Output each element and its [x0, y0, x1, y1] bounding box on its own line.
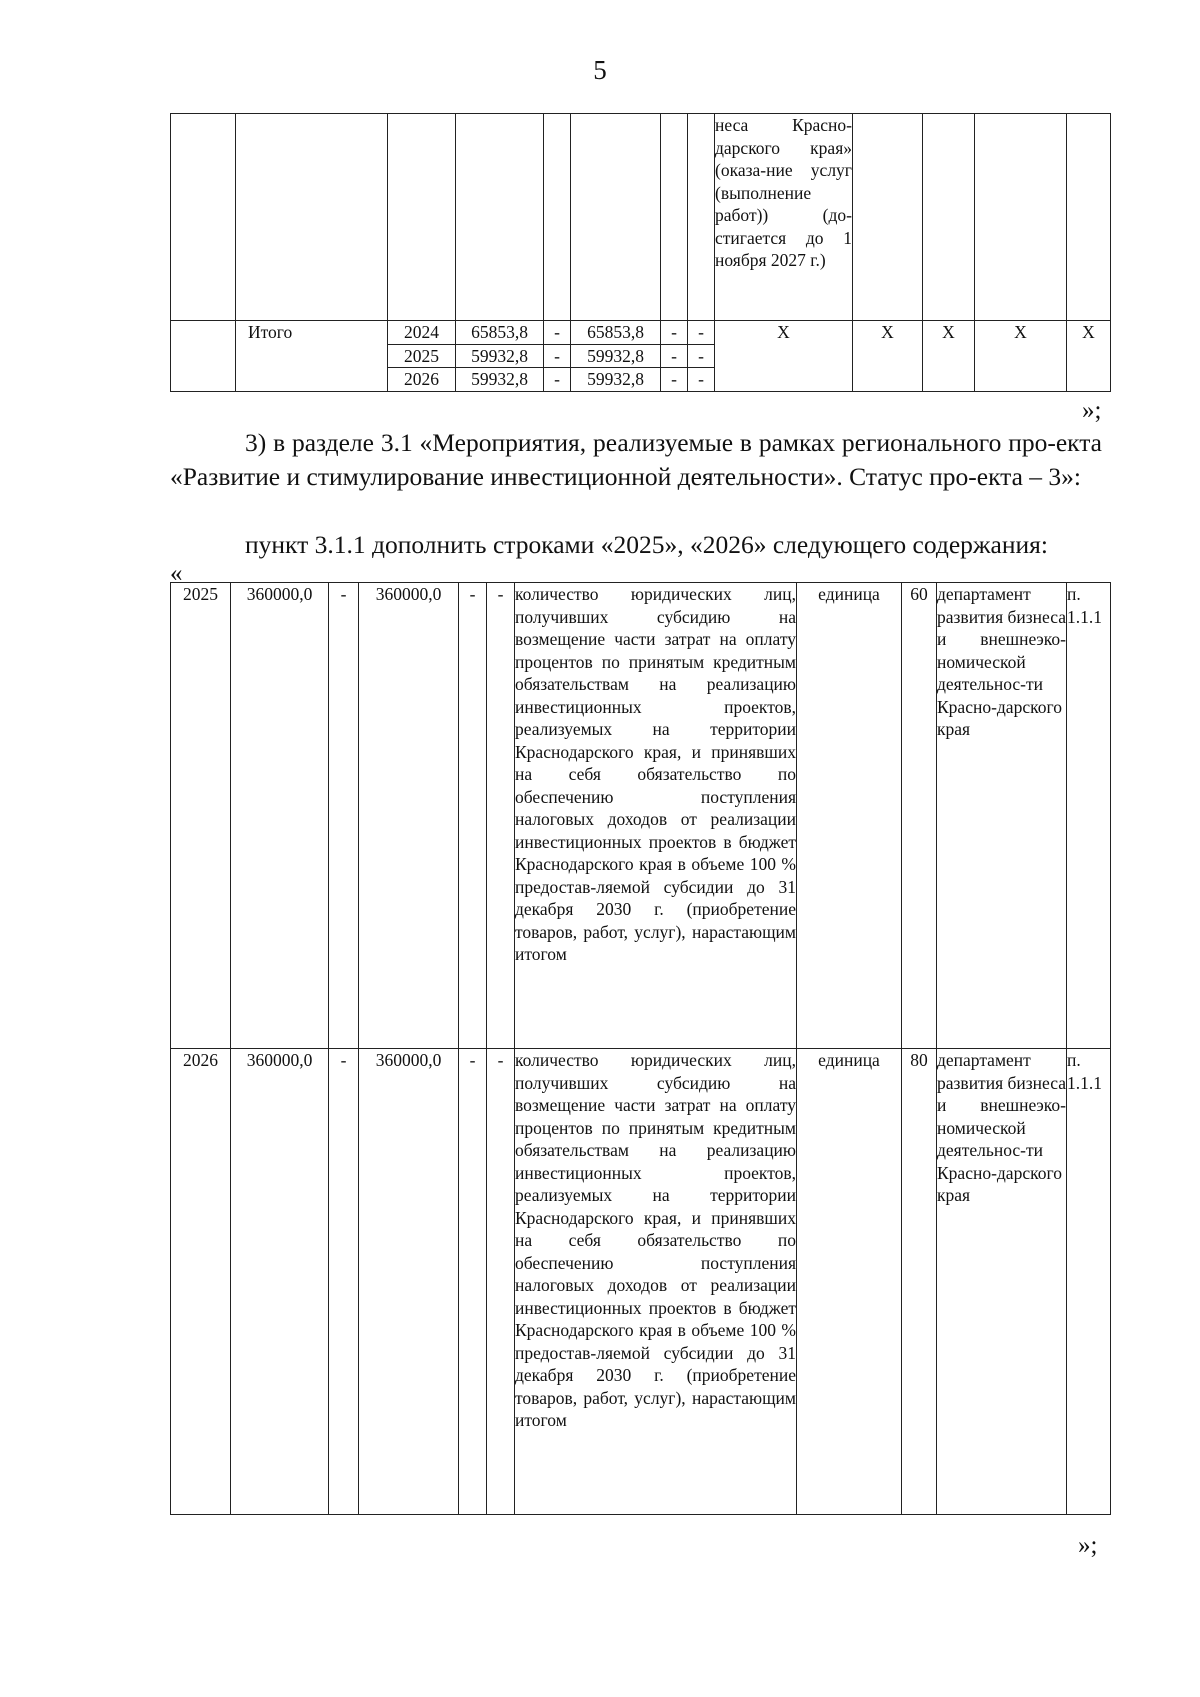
dash-cell: -	[688, 344, 715, 368]
year-cell: 2026	[388, 368, 456, 392]
executor-cell: департамент развития бизнеса и внешнеэко-номической деятельнос-ти Красно-дарского края	[937, 583, 1067, 1049]
amount-cell: 360000,0	[359, 1049, 459, 1515]
unit-cell: единица	[797, 1049, 902, 1515]
dash-cell: -	[487, 1049, 515, 1515]
table-row	[171, 583, 1111, 1049]
value-cell: 60	[902, 583, 937, 1049]
dash-cell: -	[459, 1049, 487, 1515]
opening-quote: «	[170, 560, 183, 587]
x-mark: Х	[975, 321, 1067, 392]
table-row	[171, 321, 1111, 345]
year-cell: 2026	[171, 1049, 231, 1515]
table-row	[171, 1049, 1111, 1515]
amount-cell: 65853,8	[571, 321, 661, 345]
amount-cell: 360000,0	[231, 583, 329, 1049]
indicator-text: количество юридических лиц, получивших субсидию на возмещение части затрат на оплату процентов по принятым кредитным обязательствам на реализацию инвестиционных проектов, реализуемых на территории Краснодарского края, и принявших на себя обязательство по обеспечению поступления налоговых доходов от реализации инвестиционных проектов в бюджет Краснодарского края в объеме 100 % предостав-ляемой субсидии до 31 декабря 2030 г. (приобретение товаров, работ, услуг), нарастающим итогом	[515, 583, 797, 1049]
dash-cell: -	[329, 1049, 359, 1515]
dash-cell: -	[661, 344, 688, 368]
amount-cell: 59932,8	[456, 368, 544, 392]
year-cell: 2024	[388, 321, 456, 345]
indicator-text: количество юридических лиц, получивших субсидию на возмещение части затрат на оплату процентов по принятым кредитным обязательствам на реализацию инвестиционных проектов, реализуемых на территории Краснодарского края, и принявших на себя обязательство по обеспечению поступления налоговых доходов от реализации инвестиционных проектов в бюджет Краснодарского края в объеме 100 % предостав-ляемой субсидии до 31 декабря 2030 г. (приобретение товаров, работ, услуг), нарастающим итогом	[515, 1049, 797, 1515]
page-number: 5	[593, 55, 607, 85]
paragraph-point-3-1-1: пункт 3.1.1 дополнить строками «2025», «2026» следующего содержания:	[245, 530, 1048, 559]
value-cell: 80	[902, 1049, 937, 1515]
amount-cell: 360000,0	[231, 1049, 329, 1515]
dash-cell: -	[487, 583, 515, 1049]
amount-cell: 59932,8	[456, 344, 544, 368]
ref-cell: п. 1.1.1	[1067, 583, 1111, 1049]
year-cell: 2025	[171, 583, 231, 1049]
executor-cell: департамент развития бизнеса и внешнеэко-номической деятельнос-ти Красно-дарского края	[937, 1049, 1067, 1515]
dash-cell: -	[544, 368, 571, 392]
paragraph-section-3-1: 3) в разделе 3.1 «Мероприятия, реализуемые в рамках регионального про-екта «Развитие и стимулирование инвестиционной деятельности». Статус про-екта – 3»:	[170, 428, 1102, 491]
top-table	[170, 113, 1111, 392]
dash-cell: -	[544, 344, 571, 368]
x-mark: Х	[1067, 321, 1111, 392]
x-mark: Х	[853, 321, 923, 392]
x-mark: Х	[715, 321, 853, 392]
dash-cell: -	[661, 368, 688, 392]
amount-cell: 59932,8	[571, 368, 661, 392]
x-mark: Х	[923, 321, 975, 392]
unit-cell: единица	[797, 583, 902, 1049]
closing-quote: »;	[1078, 1532, 1098, 1559]
table-row	[171, 114, 1111, 321]
continuation-text: неса Красно-дарского края» (оказа-ние услуг (выполнение работ)) (до-стигается до 1 ноября 2027 г.)	[715, 114, 853, 321]
dash-cell: -	[329, 583, 359, 1049]
indicator-table	[170, 582, 1111, 1515]
dash-cell: -	[688, 321, 715, 345]
amount-cell: 65853,8	[456, 321, 544, 345]
year-cell: 2025	[388, 344, 456, 368]
dash-cell: -	[459, 583, 487, 1049]
dash-cell: -	[544, 321, 571, 345]
amount-cell: 360000,0	[359, 583, 459, 1049]
ref-cell: п. 1.1.1	[1067, 1049, 1111, 1515]
total-label: Итого	[236, 321, 388, 392]
amount-cell: 59932,8	[571, 344, 661, 368]
dash-cell: -	[661, 321, 688, 345]
closing-quote: »;	[1082, 397, 1102, 424]
dash-cell: -	[688, 368, 715, 392]
